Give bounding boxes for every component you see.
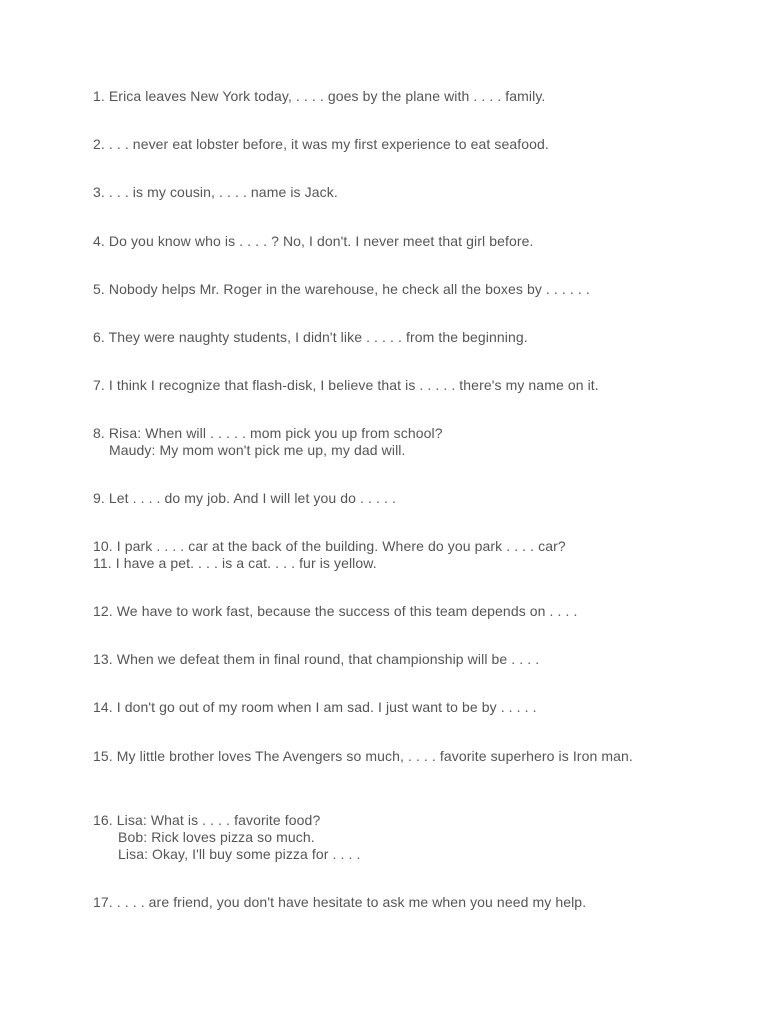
question-2: 2. . . . never eat lobster before, it was my first experience to eat seafood.	[93, 136, 549, 152]
question-8-line-1: 8. Risa: When will . . . . . mom pick you up from school?	[93, 425, 443, 441]
question-17: 17. . . . . are friend, you don't have hesitate to ask me when you need my help.	[93, 894, 587, 910]
question-13: 13. When we defeat them in final round, that championship will be . . . .	[93, 651, 540, 667]
question-9: 9. Let . . . . do my job. And I will let you do . . . . .	[93, 490, 396, 506]
question-16-line-2: Bob: Rick loves pizza so much.	[118, 829, 315, 845]
question-5: 5. Nobody helps Mr. Roger in the warehouse, he check all the boxes by . . . . . .	[93, 281, 590, 297]
question-15: 15. My little brother loves The Avengers so much, . . . . favorite superhero is Iron man.	[93, 748, 633, 764]
question-12: 12. We have to work fast, because the success of this team depends on . . . .	[93, 603, 578, 619]
question-16-line-1: 16. Lisa: What is . . . . favorite food?	[93, 812, 321, 828]
question-7: 7. I think I recognize that flash-disk, I believe that is . . . . . there's my name on it.	[93, 377, 599, 393]
question-4: 4. Do you know who is . . . . ? No, I don't. I never meet that girl before.	[93, 233, 534, 249]
question-6: 6. They were naughty students, I didn't like . . . . . from the beginning.	[93, 329, 528, 345]
question-14: 14. I don't go out of my room when I am sad. I just want to be by . . . . .	[93, 699, 537, 715]
question-16-line-3: Lisa: Okay, I'll buy some pizza for . . . .	[118, 846, 361, 862]
question-3: 3. . . . is my cousin, . . . . name is Jack.	[93, 184, 338, 200]
question-8-line-2: Maudy: My mom won't pick me up, my dad will.	[109, 442, 406, 458]
question-1: 1. Erica leaves New York today, . . . . goes by the plane with . . . . family.	[93, 88, 546, 104]
question-11: 11. I have a pet. . . . is a cat. . . . fur is yellow.	[93, 555, 377, 571]
question-10: 10. I park . . . . car at the back of the building. Where do you park . . . . car?	[93, 538, 566, 554]
